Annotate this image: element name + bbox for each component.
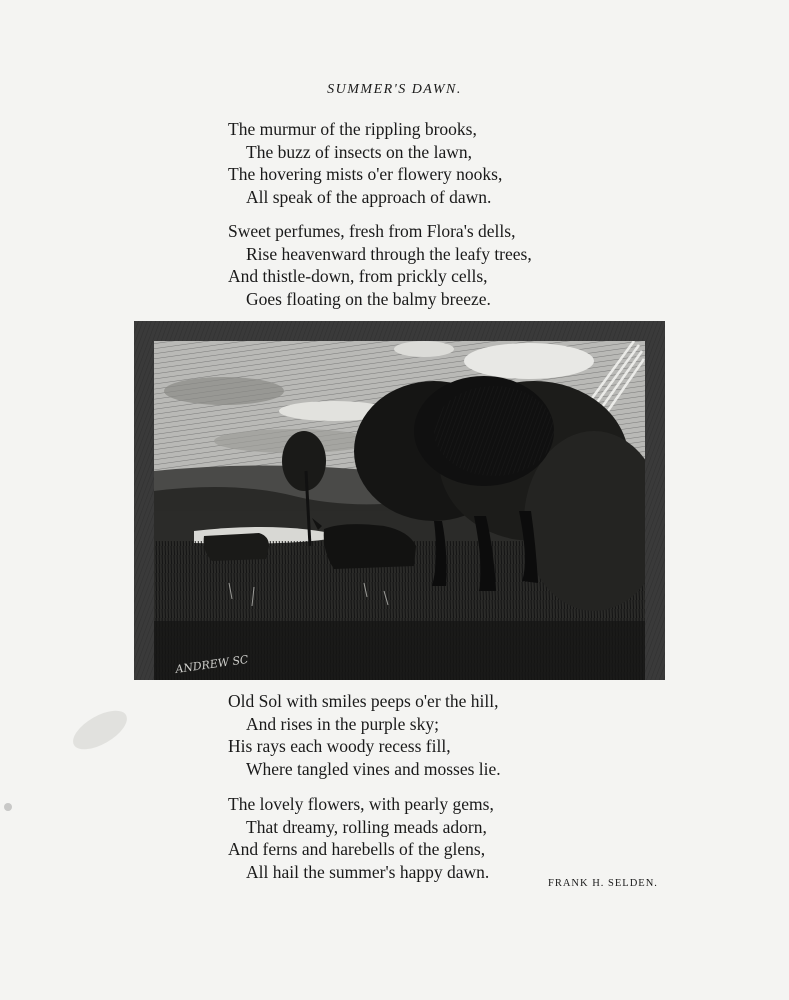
poem-line: All speak of the approach of dawn. bbox=[246, 186, 492, 207]
poem-line: The hovering mists o'er flowery nooks, bbox=[228, 164, 503, 184]
engraver-signature: ANDREW SC bbox=[174, 652, 250, 676]
poem-line: Rise heavenward through the leafy trees, bbox=[246, 243, 532, 264]
poem-line: And rises in the purple sky; bbox=[246, 713, 439, 734]
stanza-3 bbox=[228, 690, 648, 780]
stanza-2 bbox=[228, 220, 648, 310]
paper-speck bbox=[0, 795, 20, 825]
poem-line: That dreamy, rolling meads adorn, bbox=[246, 816, 487, 837]
paper-stain bbox=[55, 700, 135, 770]
stanza-1 bbox=[228, 118, 648, 208]
poem-line: The buzz of insects on the lawn, bbox=[246, 141, 472, 162]
stanza-4 bbox=[228, 793, 648, 883]
poem-line: The murmur of the rippling brooks, bbox=[228, 119, 477, 139]
poem-line: And thistle-down, from prickly cells, bbox=[228, 266, 488, 286]
poem-line: Sweet perfumes, fresh from Flora's dells, bbox=[228, 221, 516, 241]
engraving-illustration bbox=[134, 321, 665, 680]
poem-line: Where tangled vines and mosses lie. bbox=[246, 758, 501, 779]
poem-line: All hail the summer's happy dawn. bbox=[246, 861, 490, 882]
poem-line: Old Sol with smiles peeps o'er the hill, bbox=[228, 691, 499, 711]
poem-title: SUMMER'S DAWN. bbox=[327, 82, 462, 97]
poem-line: And ferns and harebells of the glens, bbox=[228, 839, 486, 859]
poem-line: His rays each woody recess fill, bbox=[228, 736, 451, 756]
poem-line: The lovely flowers, with pearly gems, bbox=[228, 794, 494, 814]
poem-author: FRANK H. SELDEN. bbox=[548, 878, 658, 889]
poem-line: Goes floating on the balmy breeze. bbox=[246, 288, 491, 309]
